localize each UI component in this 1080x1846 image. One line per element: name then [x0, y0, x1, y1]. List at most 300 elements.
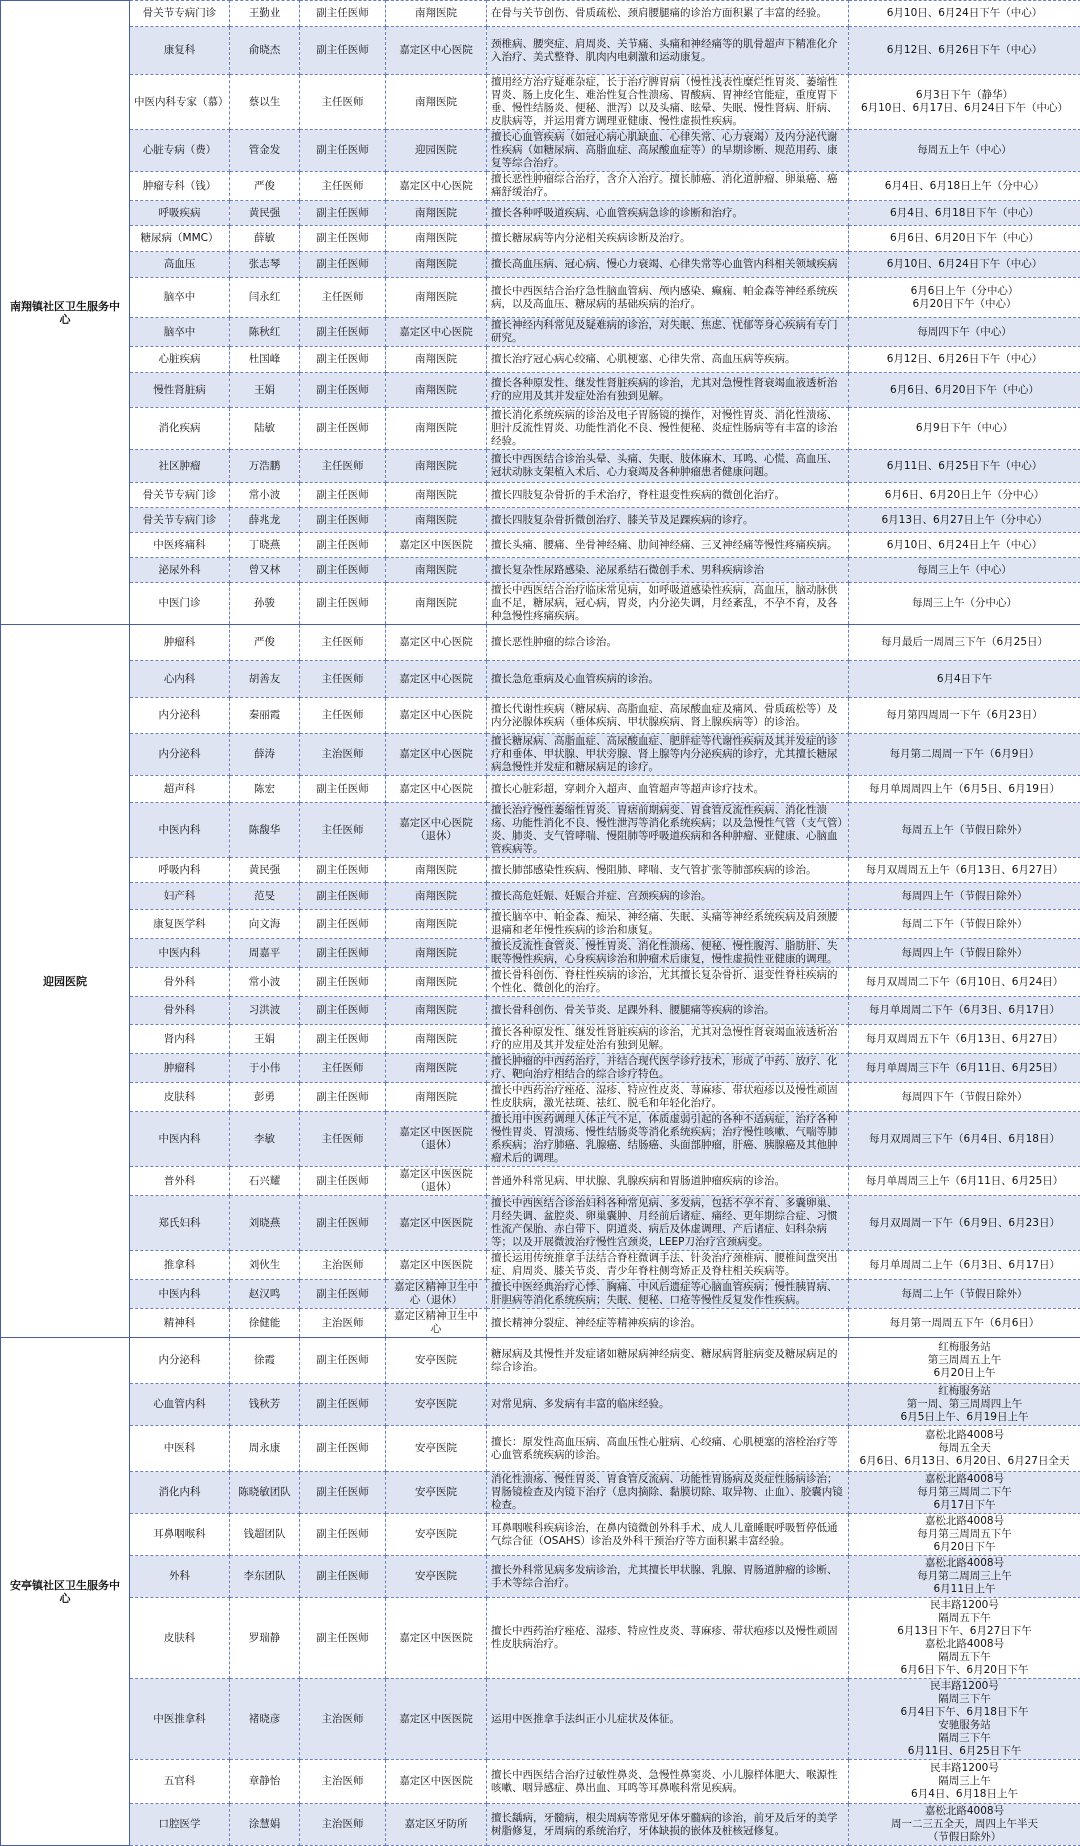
- schedule: 每月单周周四上午（6月5日、6月19日）: [849, 776, 1080, 803]
- hospital: 南翔医院: [386, 997, 487, 1025]
- doctor-name: 王勤业: [230, 1, 300, 27]
- hospital: 嘉定区中心医院（退休）: [386, 803, 487, 858]
- department: 社区肿瘤: [130, 450, 230, 483]
- doctor-title: 主治医师: [300, 1251, 386, 1280]
- doctor-title: 副主任医师: [300, 408, 386, 450]
- department: 心内科: [130, 661, 230, 698]
- doctor-name: 陈晓敏团队: [230, 1472, 300, 1514]
- doctor-name: 向文海: [230, 910, 300, 939]
- table-row: [1, 558, 1080, 583]
- hospital: 嘉定区中心医院: [386, 734, 487, 776]
- schedule: 红梅服务站 第一周、第三周周四上午 6月5日上午、6月19日上午: [849, 1384, 1080, 1426]
- specialty: 普通外科常见病、甲状腺、乳腺疾病和胃肠道肿瘤疾病的诊治。: [487, 1167, 849, 1196]
- table-row: [1, 734, 1080, 776]
- schedule: 6月12日、6月26日下午（中心）: [849, 27, 1080, 75]
- schedule: 6月10日、6月24日下午（中心）: [849, 252, 1080, 278]
- hospital: 南翔医院: [386, 858, 487, 883]
- specialty: 擅长代谢性疾病（糖尿病、高脂血症、高尿酸血症及痛风、骨质疏松等）及内分泌腺体疾病（垂体疾病、甲状腺疾病、肾上腺疾病等）的诊治。: [487, 698, 849, 734]
- doctor-title: 主治医师: [300, 1679, 386, 1760]
- doctor-title: 主任医师: [300, 1054, 386, 1083]
- doctor-title: 副主任医师: [300, 1, 386, 27]
- doctor-name: 钱秋芳: [230, 1384, 300, 1426]
- table-row: [1, 1196, 1080, 1251]
- table-row: [1, 1083, 1080, 1112]
- hospital: 南翔医院: [386, 558, 487, 583]
- hospital: 嘉定区中医医院: [386, 533, 487, 558]
- table-row: [1, 1054, 1080, 1083]
- table-row: [1, 450, 1080, 483]
- schedule: 6月13日、6月27日上午（分中心）: [849, 508, 1080, 533]
- doctor-name: 孙骏: [230, 583, 300, 625]
- doctor-title: 副主任医师: [300, 583, 386, 625]
- doctor-name: 李东团队: [230, 1556, 300, 1598]
- table-row: [1, 1280, 1080, 1309]
- doctor-title: 副主任医师: [300, 318, 386, 347]
- table-row: [1, 910, 1080, 939]
- schedule: 6月3日下午（静华） 6月10日、6月17日、6月24日下午（中心）: [849, 75, 1080, 130]
- schedule: 6月6日上午（分中心） 6月20日下午（中心）: [849, 278, 1080, 318]
- specialty: 擅长心脏彩超，穿刺介入超声、血管超声等超声诊疗技术。: [487, 776, 849, 803]
- schedule: 每月单周周三上午（6月11日、6月25日）: [849, 1167, 1080, 1196]
- specialty: 擅长头痛、腰痛、坐骨神经痛、肋间神经痛、三叉神经痛等慢性疼痛疾病。: [487, 533, 849, 558]
- schedule: 民丰路1200号 隔周五下午 6月13日下午、6月27日下午 嘉松北路4008号 隔周五下午 6月6日下午、6月20日下午: [849, 1598, 1080, 1679]
- schedule: 6月10日、6月24日上午（中心）: [849, 533, 1080, 558]
- table-row: [1, 252, 1080, 278]
- doctor-name: 涂慧娟: [230, 1804, 300, 1846]
- table-row: [1, 1384, 1080, 1426]
- doctor-title: 副主任医师: [300, 373, 386, 408]
- department: 糖尿病（MMC）: [130, 226, 230, 252]
- table-row: [1, 883, 1080, 910]
- schedule: 红梅服务站 第三周周五上午 6月20日上午: [849, 1338, 1080, 1384]
- department: 中医内科: [130, 939, 230, 968]
- table-row: [1, 75, 1080, 130]
- department: 呼吸内科: [130, 858, 230, 883]
- specialty: 在骨与关节创伤、骨质疏松、颈肩腰腿痛的诊治方面积累了丰富的经验。: [487, 1, 849, 27]
- doctor-title: 副主任医师: [300, 858, 386, 883]
- specialty: 擅长消化系统疾病的诊治及电子胃肠镜的操作，对慢性胃炎、消化性溃疡、胆汁反流性胃炎、功能性消化不良、慢性便秘、炎症性肠病等有丰富的诊治经验。: [487, 408, 849, 450]
- table-row: [1, 803, 1080, 858]
- table-row: [1, 1167, 1080, 1196]
- schedule: 每周二下午（节假日除外）: [849, 910, 1080, 939]
- table-row: [1, 1514, 1080, 1556]
- doctor-title: 副主任医师: [300, 1025, 386, 1054]
- doctor-title: 副主任医师: [300, 1167, 386, 1196]
- doctor-title: 副主任医师: [300, 252, 386, 278]
- schedule: 每周四下午（中心）: [849, 318, 1080, 347]
- doctor-name: 陈馥华: [230, 803, 300, 858]
- table-row: [1, 318, 1080, 347]
- specialty: 擅长：原发性高血压病、高血压性心脏病、心绞痛、心肌梗塞的溶栓治疗等心血管系统疾病的诊治。: [487, 1426, 849, 1472]
- specialty: 擅长各种原发性、继发性肾脏疾病的诊治，尤其对急慢性肾衰竭血液透析治疗的应用及其并发症处治有独到见解。: [487, 373, 849, 408]
- table-row: [1, 508, 1080, 533]
- table-row: [1, 1, 1080, 27]
- specialty: 擅长各种原发性、继发性肾脏疾病的诊治，尤其对急慢性肾衰竭血液透析治疗的应用及其并发症处治有独到见解。: [487, 1025, 849, 1054]
- hospital: 南翔医院: [386, 226, 487, 252]
- hospital: 南翔医院: [386, 939, 487, 968]
- schedule: 6月6日、6月20日下午（中心）: [849, 373, 1080, 408]
- specialty: 擅长外科常见病多发病诊治，尤其擅长甲状腺、乳腺、胃肠道肿瘤的诊断、手术等综合治疗。: [487, 1556, 849, 1598]
- department: 骨外科: [130, 968, 230, 997]
- doctor-name: 黄民强: [230, 858, 300, 883]
- specialty: 擅长治疗慢性萎缩性胃炎、胃痞前期病变、胃食管反流性疾病、消化性溃疡、功能性消化不良、慢性泄泻等消化系统疾病；以及急慢性气管（支气管）炎、肺炎、支气管哮喘、慢阻肺等呼吸道疾病和各种肿瘤、亚健康、心脑血管疾病等。: [487, 803, 849, 858]
- doctor-title: 主治医师: [300, 1804, 386, 1846]
- specialty: 擅长骨科创伤、骨关节炎、足踝外科、腰腿痛等疾病的诊治。: [487, 997, 849, 1025]
- doctor-name: 蔡以生: [230, 75, 300, 130]
- table-row: [1, 278, 1080, 318]
- schedule: 每周四下午（节假日除外）: [849, 1083, 1080, 1112]
- schedule: 嘉松北路4008号 每月第二周周三上午 6月11日上午: [849, 1556, 1080, 1598]
- doctor-title: 副主任医师: [300, 997, 386, 1025]
- hospital: 南翔医院: [386, 252, 487, 278]
- schedule: 嘉松北路4008号 每周五全天 6月6日、6月13日、6月20日、6月27日全天: [849, 1426, 1080, 1472]
- doctor-title: 副主任医师: [300, 1384, 386, 1426]
- hospital: 南翔医院: [386, 968, 487, 997]
- doctor-title: 副主任医师: [300, 968, 386, 997]
- department: 心血管内科: [130, 1384, 230, 1426]
- group-name: 南翔镇社区卫生服务中心: [1, 1, 130, 625]
- department: 肿瘤专科（钱）: [130, 172, 230, 201]
- table-row: [1, 1472, 1080, 1514]
- table-row: [1, 1338, 1080, 1384]
- doctor-name: 常小波: [230, 968, 300, 997]
- specialty: 擅长中西药治疗痤疮、湿疹、特应性皮炎、荨麻疹、带状疱疹以及慢性顽固性皮肤病治疗。: [487, 1598, 849, 1679]
- specialty: 擅长运用传统推拿手法结合脊柱微调手法、针灸治疗颈椎病、腰椎间盘突出症、肩周炎、膝关节炎、青少年脊柱侧弯矫正及脊柱相关疾病等。: [487, 1251, 849, 1280]
- table-row: [1, 408, 1080, 450]
- schedule: 每月单周周二下午（6月3日、6月17日）: [849, 997, 1080, 1025]
- specialty: 擅长糖尿病、高脂血症、高尿酸血症、肥胖症等代谢性疾病及其并发症的诊疗和垂体、甲状腺、甲状旁腺、肾上腺等内分泌疾病的诊疗，尤其擅长糖尿病急慢性并发症和糖尿病足的诊疗。: [487, 734, 849, 776]
- doctor-title: 副主任医师: [300, 1280, 386, 1309]
- hospital: 南翔医院: [386, 347, 487, 373]
- doctor-title: 副主任医师: [300, 1083, 386, 1112]
- doctor-title: 副主任医师: [300, 1338, 386, 1384]
- specialty: 擅长治疗冠心病心绞痛、心肌梗塞、心律失常、高血压病等疾病。: [487, 347, 849, 373]
- department: 慢性肾脏病: [130, 373, 230, 408]
- doctor-name: 刘伙生: [230, 1251, 300, 1280]
- department: 内分泌科: [130, 698, 230, 734]
- doctor-title: 主任医师: [300, 75, 386, 130]
- table-row: [1, 1112, 1080, 1167]
- doctor-title: 主任医师: [300, 625, 386, 661]
- doctor-name: 于小伟: [230, 1054, 300, 1083]
- doctor-name: 徐霞: [230, 1338, 300, 1384]
- department: 心脏疾病: [130, 347, 230, 373]
- doctor-title: 副主任医师: [300, 1196, 386, 1251]
- department: 妇产科: [130, 883, 230, 910]
- department: 消化内科: [130, 1472, 230, 1514]
- doctor-name: 常小波: [230, 483, 300, 508]
- doctor-name: 严俊: [230, 625, 300, 661]
- table-row: [1, 1251, 1080, 1280]
- department: 脑卒中: [130, 278, 230, 318]
- department: 中医推拿科: [130, 1679, 230, 1760]
- table-row: [1, 858, 1080, 883]
- doctor-title: 副主任医师: [300, 130, 386, 172]
- schedule: 每周三上午（分中心）: [849, 583, 1080, 625]
- doctor-title: 副主任医师: [300, 347, 386, 373]
- hospital: 嘉定区中心医院: [386, 661, 487, 698]
- hospital: 南翔医院: [386, 1054, 487, 1083]
- hospital: 南翔医院: [386, 373, 487, 408]
- department: 中医疼痛科: [130, 533, 230, 558]
- specialty: 擅长心血管疾病（如冠心病心肌缺血、心律失常、心力衰竭）及内分泌代谢性疾病（如糖尿病、高脂血症、高尿酸血症等）的早期诊断、规范用药、康复等综合治疗。: [487, 130, 849, 172]
- doctor-title: 主任医师: [300, 698, 386, 734]
- schedule: 6月4日、6月18日下午（中心）: [849, 201, 1080, 226]
- schedule: 每月第二周周一下午（6月9日）: [849, 734, 1080, 776]
- doctor-name: 薛兆龙: [230, 508, 300, 533]
- doctor-title: 主任医师: [300, 1112, 386, 1167]
- table-row: [1, 625, 1080, 661]
- hospital: 南翔医院: [386, 910, 487, 939]
- doctor-name: 薛敏: [230, 226, 300, 252]
- hospital: 嘉定区精神卫生中心: [386, 1309, 487, 1338]
- specialty: 擅长糖尿病等内分泌相关疾病诊断及治疗。: [487, 226, 849, 252]
- hospital: 南翔医院: [386, 278, 487, 318]
- department: 中医内科: [130, 803, 230, 858]
- hospital: 嘉定区中医医院: [386, 1679, 487, 1760]
- specialty: 擅长肿瘤的中西药治疗，并结合现代医学诊疗技术，形成了中药、放疗、化疗、靶向治疗相结合的综合诊疗特色。: [487, 1054, 849, 1083]
- doctor-name: 秦丽霞: [230, 698, 300, 734]
- table-row: [1, 373, 1080, 408]
- schedule: 6月6日、6月20日上午（分中心）: [849, 483, 1080, 508]
- specialty: 擅长中西医结合治疗急性脑血管病、颅内感染、癫痫、帕金森等神经系统疾病，以及高血压、糖尿病的基础疾病的治疗。: [487, 278, 849, 318]
- department: 中医门诊: [130, 583, 230, 625]
- doctor-name: 黄民强: [230, 201, 300, 226]
- table-row: [1, 1598, 1080, 1679]
- doctor-name: 赵汉鸣: [230, 1280, 300, 1309]
- specialty: 擅长龋病，牙髓病，根尖周病等常见牙体牙髓病的诊治，前牙及后牙的美学树脂修复，牙周病的系统治疗，牙体缺损的嵌体及桩核冠修复。: [487, 1804, 849, 1846]
- hospital: 南翔医院: [386, 75, 487, 130]
- hospital: 嘉定区中医医院: [386, 1251, 487, 1280]
- hospital: 南翔医院: [386, 483, 487, 508]
- specialty: 擅长骨科创伤、脊柱性疾病的诊治，尤其擅长复杂骨折、退变性脊柱疾病的个性化、微创化的治疗。: [487, 968, 849, 997]
- specialty: 擅长神经内科常见及疑难病的诊治，对失眠、焦虑、忧郁等身心疾病有专门研究。: [487, 318, 849, 347]
- doctor-title: 主任医师: [300, 803, 386, 858]
- department: 心脏专病（费）: [130, 130, 230, 172]
- department: 皮肤科: [130, 1598, 230, 1679]
- hospital: 安亭医院: [386, 1514, 487, 1556]
- doctor-name: 习洪波: [230, 997, 300, 1025]
- department: 五官科: [130, 1760, 230, 1804]
- hospital: 嘉定区中心医院: [386, 776, 487, 803]
- department: 内分泌科: [130, 734, 230, 776]
- doctor-title: 主任医师: [300, 172, 386, 201]
- doctor-name: 严俊: [230, 172, 300, 201]
- schedule: 每周三上午（中心）: [849, 558, 1080, 583]
- specialty: 擅长反流性食管炎、慢性胃炎、消化性溃疡、便秘、慢性腹泻、脂肪肝、失眠等慢性疾病，心身疾病诊治和肿瘤术后康复，慢性虚损性亚健康的调理。: [487, 939, 849, 968]
- department: 推拿科: [130, 1251, 230, 1280]
- department: 泌尿外科: [130, 558, 230, 583]
- department: 脑卒中: [130, 318, 230, 347]
- doctor-name: 陆敏: [230, 408, 300, 450]
- hospital: 南翔医院: [386, 450, 487, 483]
- specialty: 擅长各种呼吸道疾病、心血管疾病急诊的诊断和治疗。: [487, 201, 849, 226]
- specialty: 糖尿病及其慢性并发症诸如糖尿病神经病变、糖尿病肾脏病变及糖尿病足的综合诊治。: [487, 1338, 849, 1384]
- doctor-title: 主任医师: [300, 278, 386, 318]
- doctor-title: 副主任医师: [300, 1514, 386, 1556]
- specialty: 擅长中西医结合诊治妇科各种常见病、多发病，包括不孕不育、多囊卵巢、月经失调、盆腔炎、卵巢囊肿、月经前后诸症、痛经、更年期综合症、习惯性流产保胎、赤白带下、阴道炎、病后及体虚调理、产后诸症、妇科杂病等；以及开展微波治疗慢性宫颈炎，LEEP刀治疗宫颈病变。: [487, 1196, 849, 1251]
- doctor-title: 副主任医师: [300, 558, 386, 583]
- hospital: 嘉定区中心医院: [386, 625, 487, 661]
- table-row: [1, 698, 1080, 734]
- hospital: 嘉定区中心医院: [386, 27, 487, 75]
- department: 中医内科: [130, 1280, 230, 1309]
- table-row: [1, 997, 1080, 1025]
- doctor-name: 褚晓彦: [230, 1679, 300, 1760]
- schedule: 每月双周周三下午（6月4日、6月18日）: [849, 1112, 1080, 1167]
- department: 内分泌科: [130, 1338, 230, 1384]
- specialty: 擅长精神分裂症、神经症等精神疾病的诊治。: [487, 1309, 849, 1338]
- table-row: [1, 347, 1080, 373]
- schedule: 6月12日、6月26日下午（中心）: [849, 347, 1080, 373]
- group-name: 安亭镇社区卫生服务中心: [1, 1338, 130, 1846]
- specialty: 擅长高危妊娠、妊娠合并症、宫颈疾病的诊治。: [487, 883, 849, 910]
- table-row: [1, 27, 1080, 75]
- hospital: 迎园医院: [386, 130, 487, 172]
- schedule: 每月最后一周周三下午（6月25日）: [849, 625, 1080, 661]
- schedule: 6月10日、6月24日下午（中心）: [849, 1, 1080, 27]
- hospital: 安亭医院: [386, 1338, 487, 1384]
- specialty: 擅长脑卒中、帕金森、痴呆、神经痛、失眠、头痛等神经系统疾病及肩颈腰退痛和老年慢性疾病的诊治和康复。: [487, 910, 849, 939]
- department: 肾内科: [130, 1025, 230, 1054]
- department: 康复医学科: [130, 910, 230, 939]
- doctor-name: 管金发: [230, 130, 300, 172]
- table-row: [1, 1426, 1080, 1472]
- doctor-name: 钱超团队: [230, 1514, 300, 1556]
- specialty: 对常见病、多发病有丰富的临床经验。: [487, 1384, 849, 1426]
- schedule: 每周四上午（节假日除外）: [849, 883, 1080, 910]
- hospital: 嘉定区中医医院: [386, 1760, 487, 1804]
- specialty: 擅长恶性肿瘤综合治疗，含介入治疗。擅长肺癌、消化道肿瘤、卵巢癌、癌痛舒缓治疗。: [487, 172, 849, 201]
- specialty: 颈椎病、腰突症、肩周炎、关节痛、头痛和神经痛等的肌骨超声下精准化介入治疗、美式整脊、肌肉内电刺激和运动康复。: [487, 27, 849, 75]
- table-row: [1, 1025, 1080, 1054]
- department: 中医内科: [130, 1112, 230, 1167]
- hospital: 嘉定区中心医院: [386, 172, 487, 201]
- table-row: [1, 939, 1080, 968]
- schedule: 每月单周周三下午（6月11日、6月25日）: [849, 1054, 1080, 1083]
- doctor-title: 副主任医师: [300, 910, 386, 939]
- hospital: 嘉定区中医医院: [386, 1598, 487, 1679]
- specialty: 运用中医推拿手法纠正小儿症状及体征。: [487, 1679, 849, 1760]
- department: 超声科: [130, 776, 230, 803]
- doctor-title: 主治医师: [300, 1760, 386, 1804]
- schedule: 6月4日下午: [849, 661, 1080, 698]
- doctor-title: 副主任医师: [300, 776, 386, 803]
- doctor-name: 周嘉平: [230, 939, 300, 968]
- doctor-name: 彭勇: [230, 1083, 300, 1112]
- specialty: 擅长用中医药调理人体正气不足，体质虚弱引起的各种不适病症，治疗各种慢性胃炎、胃溃疡、慢性结肠炎等消化系统疾病；治疗慢性咳嗽、气喘等肺系疾病；治疗肺癌、乳腺癌、结肠癌、头面部肿瘤，肝癌、胰腺癌及其他肿瘤术后的调理。: [487, 1112, 849, 1167]
- table-row: [1, 1760, 1080, 1804]
- department: 郑氏妇科: [130, 1196, 230, 1251]
- department: 呼吸疾病: [130, 201, 230, 226]
- schedule: 每月第四周周一下午（6月23日）: [849, 698, 1080, 734]
- table-row: [1, 968, 1080, 997]
- schedule: 6月9日下午（中心）: [849, 408, 1080, 450]
- doctor-title: 主治医师: [300, 734, 386, 776]
- specialty: 擅长中西医结合治疗临床常见病，如呼吸道感染性疾病，高血压，脑动脉供血不足，糖尿病，冠心病，胃炎，内分泌失调，月经紊乱，不孕不育，及各种急慢性疼痛疾病。: [487, 583, 849, 625]
- table-row: [1, 483, 1080, 508]
- department: 消化疾病: [130, 408, 230, 450]
- doctor-title: 副主任医师: [300, 201, 386, 226]
- hospital: 南翔医院: [386, 883, 487, 910]
- department: 皮肤科: [130, 1083, 230, 1112]
- schedule: 6月4日、6月18日上午（分中心）: [849, 172, 1080, 201]
- department: 耳鼻咽喉科: [130, 1514, 230, 1556]
- hospital: 南翔医院: [386, 1083, 487, 1112]
- department: 康复科: [130, 27, 230, 75]
- doctor-title: 副主任医师: [300, 1472, 386, 1514]
- doctor-name: 王娟: [230, 373, 300, 408]
- doctor-name: 徐健能: [230, 1309, 300, 1338]
- doctor-name: 张志琴: [230, 252, 300, 278]
- specialty: 擅长肺部感染性疾病、慢阻肺、哮喘、支气管扩张等肺部疾病的诊治。: [487, 858, 849, 883]
- schedule: 嘉松北路4008号 每月第三周周五下午 6月20日下午: [849, 1514, 1080, 1556]
- doctor-name: 陈秋红: [230, 318, 300, 347]
- department: 高血压: [130, 252, 230, 278]
- hospital: 安亭医院: [386, 1426, 487, 1472]
- doctor-title: 副主任医师: [300, 1556, 386, 1598]
- doctor-name: 刘晓燕: [230, 1196, 300, 1251]
- hospital: 安亭医院: [386, 1556, 487, 1598]
- schedule: 民丰路1200号 隔周三上午 6月4日、6月18日上午: [849, 1760, 1080, 1804]
- hospital: 嘉定区中心医院: [386, 698, 487, 734]
- hospital: 安亭医院: [386, 1472, 487, 1514]
- schedule: 每月双周周一下午（6月9日、6月23日）: [849, 1196, 1080, 1251]
- hospital: 嘉定区中心医院: [386, 318, 487, 347]
- doctor-name: 俞晓杰: [230, 27, 300, 75]
- doctor-name: 章静怡: [230, 1760, 300, 1804]
- doctor-name: 范旻: [230, 883, 300, 910]
- hospital: 安亭医院: [386, 1384, 487, 1426]
- schedule: 每月双周周五上午（6月13日、6月27日）: [849, 858, 1080, 883]
- doctor-name: 王娟: [230, 1025, 300, 1054]
- doctor-name: 曾又林: [230, 558, 300, 583]
- doctor-name: 罗瑞静: [230, 1598, 300, 1679]
- hospital: 南翔医院: [386, 583, 487, 625]
- table-row: [1, 1309, 1080, 1338]
- doctor-title: 副主任医师: [300, 1598, 386, 1679]
- specialty: 擅长高血压病、冠心病、慢心力衰竭、心律失常等心血管内科相关领域疾病: [487, 252, 849, 278]
- schedule: 6月11日、6月25日下午（中心）: [849, 450, 1080, 483]
- table-row: [1, 1804, 1080, 1846]
- doctor-title: 主任医师: [300, 661, 386, 698]
- doctor-title: 副主任医师: [300, 27, 386, 75]
- doctor-title: 副主任医师: [300, 483, 386, 508]
- doctor-name: 李敏: [230, 1112, 300, 1167]
- specialty: 擅长复杂性尿路感染、泌尿系结石微创手术、男科疾病诊治: [487, 558, 849, 583]
- doctor-title: 副主任医师: [300, 883, 386, 910]
- table-row: [1, 1679, 1080, 1760]
- department: 骨关节专病门诊: [130, 508, 230, 533]
- department: 骨关节专病门诊: [130, 1, 230, 27]
- schedule: 每周五上午（节假日除外）: [849, 803, 1080, 858]
- schedule: 民丰路1200号 隔周三下午 6月4日下午、6月18日下午 安驰服务站 隔周三下午 6月11日、6月25日下午: [849, 1679, 1080, 1760]
- table-row: [1, 776, 1080, 803]
- doctor-name: 万浩鹏: [230, 450, 300, 483]
- hospital: 南翔医院: [386, 508, 487, 533]
- doctor-name: 胡善友: [230, 661, 300, 698]
- doctor-name: 石兴耀: [230, 1167, 300, 1196]
- hospital: 南翔医院: [386, 1, 487, 27]
- specialty: 耳鼻咽喉科疾病诊治，在鼻内镜微创外科手术、成人儿童睡眠呼吸暂停低通气综合征（OSAHS）诊治及外科干预治疗等方面积累丰富经验。: [487, 1514, 849, 1556]
- group-name: 迎园医院: [1, 625, 130, 1338]
- department: 精神科: [130, 1309, 230, 1338]
- specialty: 擅长四肢复杂骨折的手术治疗，脊柱退变性疾病的微创化治疗。: [487, 483, 849, 508]
- specialty: 消化性溃疡、慢性胃炎、胃食管反流病、功能性胃肠病及炎症性肠病诊治；胃肠镜检查及内镜下治疗（息肉摘除、黏膜切除、取异物、止血）、胶囊内镜检查。: [487, 1472, 849, 1514]
- table-row: [1, 172, 1080, 201]
- table-row: [1, 661, 1080, 698]
- specialty: 擅长中西药治疗痤疮、湿疹、特应性皮炎、荨麻疹、带状疱疹以及慢性顽固性皮肤病，激光祛斑、祛红、脱毛和年轻化治疗。: [487, 1083, 849, 1112]
